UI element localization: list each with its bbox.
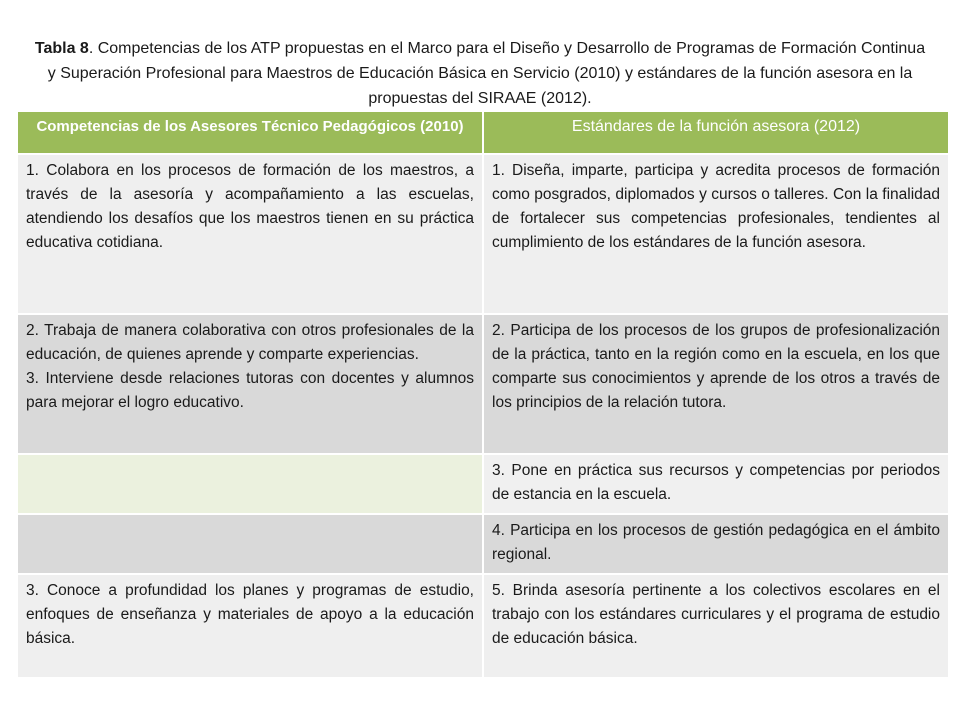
table-row — [18, 574, 948, 677]
competencia-1: 1. Colabora en los procesos de formación de los maestros, a través de la asesoría y acompañamiento a las escuelas, atendiendo los desafíos que los maestros tienen en su práctica educativa cotidiana. — [26, 162, 474, 251]
competencies-table — [18, 112, 948, 677]
estandar-4: 4. Participa en los procesos de gestión pedagógica en el ámbito regional. — [492, 522, 940, 563]
competencia-3: 3. Interviene desde relaciones tutoras con docentes y alumnos para mejorar el logro educativo. — [26, 370, 474, 411]
table-row — [18, 314, 948, 454]
estandar-cell — [483, 574, 948, 677]
header-competencias-2010: Competencias de los Asesores Técnico Pedagógicos (2010) — [18, 112, 483, 154]
competencia-cell — [18, 154, 483, 314]
empty-cell — [18, 454, 483, 514]
competencia-cell — [18, 314, 483, 454]
table-caption — [30, 36, 930, 111]
estandar-5: 5. Brinda asesoría pertinente a los colectivos escolares en el trabajo con los estándares curriculares y el programa de estudio de educación básica. — [492, 582, 940, 647]
estandar-cell — [483, 454, 948, 514]
table-header-row — [18, 112, 948, 154]
estandar-2: 2. Participa de los procesos de los grupos de profesionalización de la práctica, tanto en la región como en la escuela, en los que comparte sus conocimientos y aprende de los otros a través de los principios de la relación tutora. — [492, 322, 940, 411]
table-caption-label: Tabla 8 — [34, 40, 89, 57]
competencia-conoce: 3. Conoce a profundidad los planes y programas de estudio, enfoques de enseñanza y materiales de apoyo a la educación básica. — [26, 582, 474, 647]
header-estandares-2012: Estándares de la función asesora (2012) — [483, 112, 948, 154]
table-row — [18, 514, 948, 574]
table-row — [18, 454, 948, 514]
competencia-cell — [18, 574, 483, 677]
estandar-3: 3. Pone en práctica sus recursos y competencias por periodos de estancia en la escuela. — [492, 462, 940, 503]
empty-cell — [18, 514, 483, 574]
competencia-2: 2. Trabaja de manera colaborativa con otros profesionales de la educación, de quienes aprende y comparte experiencias. — [26, 322, 474, 363]
estandar-cell — [483, 314, 948, 454]
table-row — [18, 154, 948, 314]
estandar-cell — [483, 154, 948, 314]
estandar-1: 1. Diseña, imparte, participa y acredita procesos de formación como posgrados, diplomados y cursos o talleres. Con la finalidad de fortalecer sus competencias profesionales, tendientes al cumplimiento de los estándares de la función asesora. — [492, 162, 940, 251]
table-caption-text: . Competencias de los ATP propuestas en el Marco para el Diseño y Desarrollo de Programas de Formación Continua y Superación Profesional para Maestros de Educación Básica en Servicio (2010) y estándares de la función asesora en la propuestas del SIRAAE (2012). — [47, 40, 926, 107]
estandar-cell — [483, 514, 948, 574]
